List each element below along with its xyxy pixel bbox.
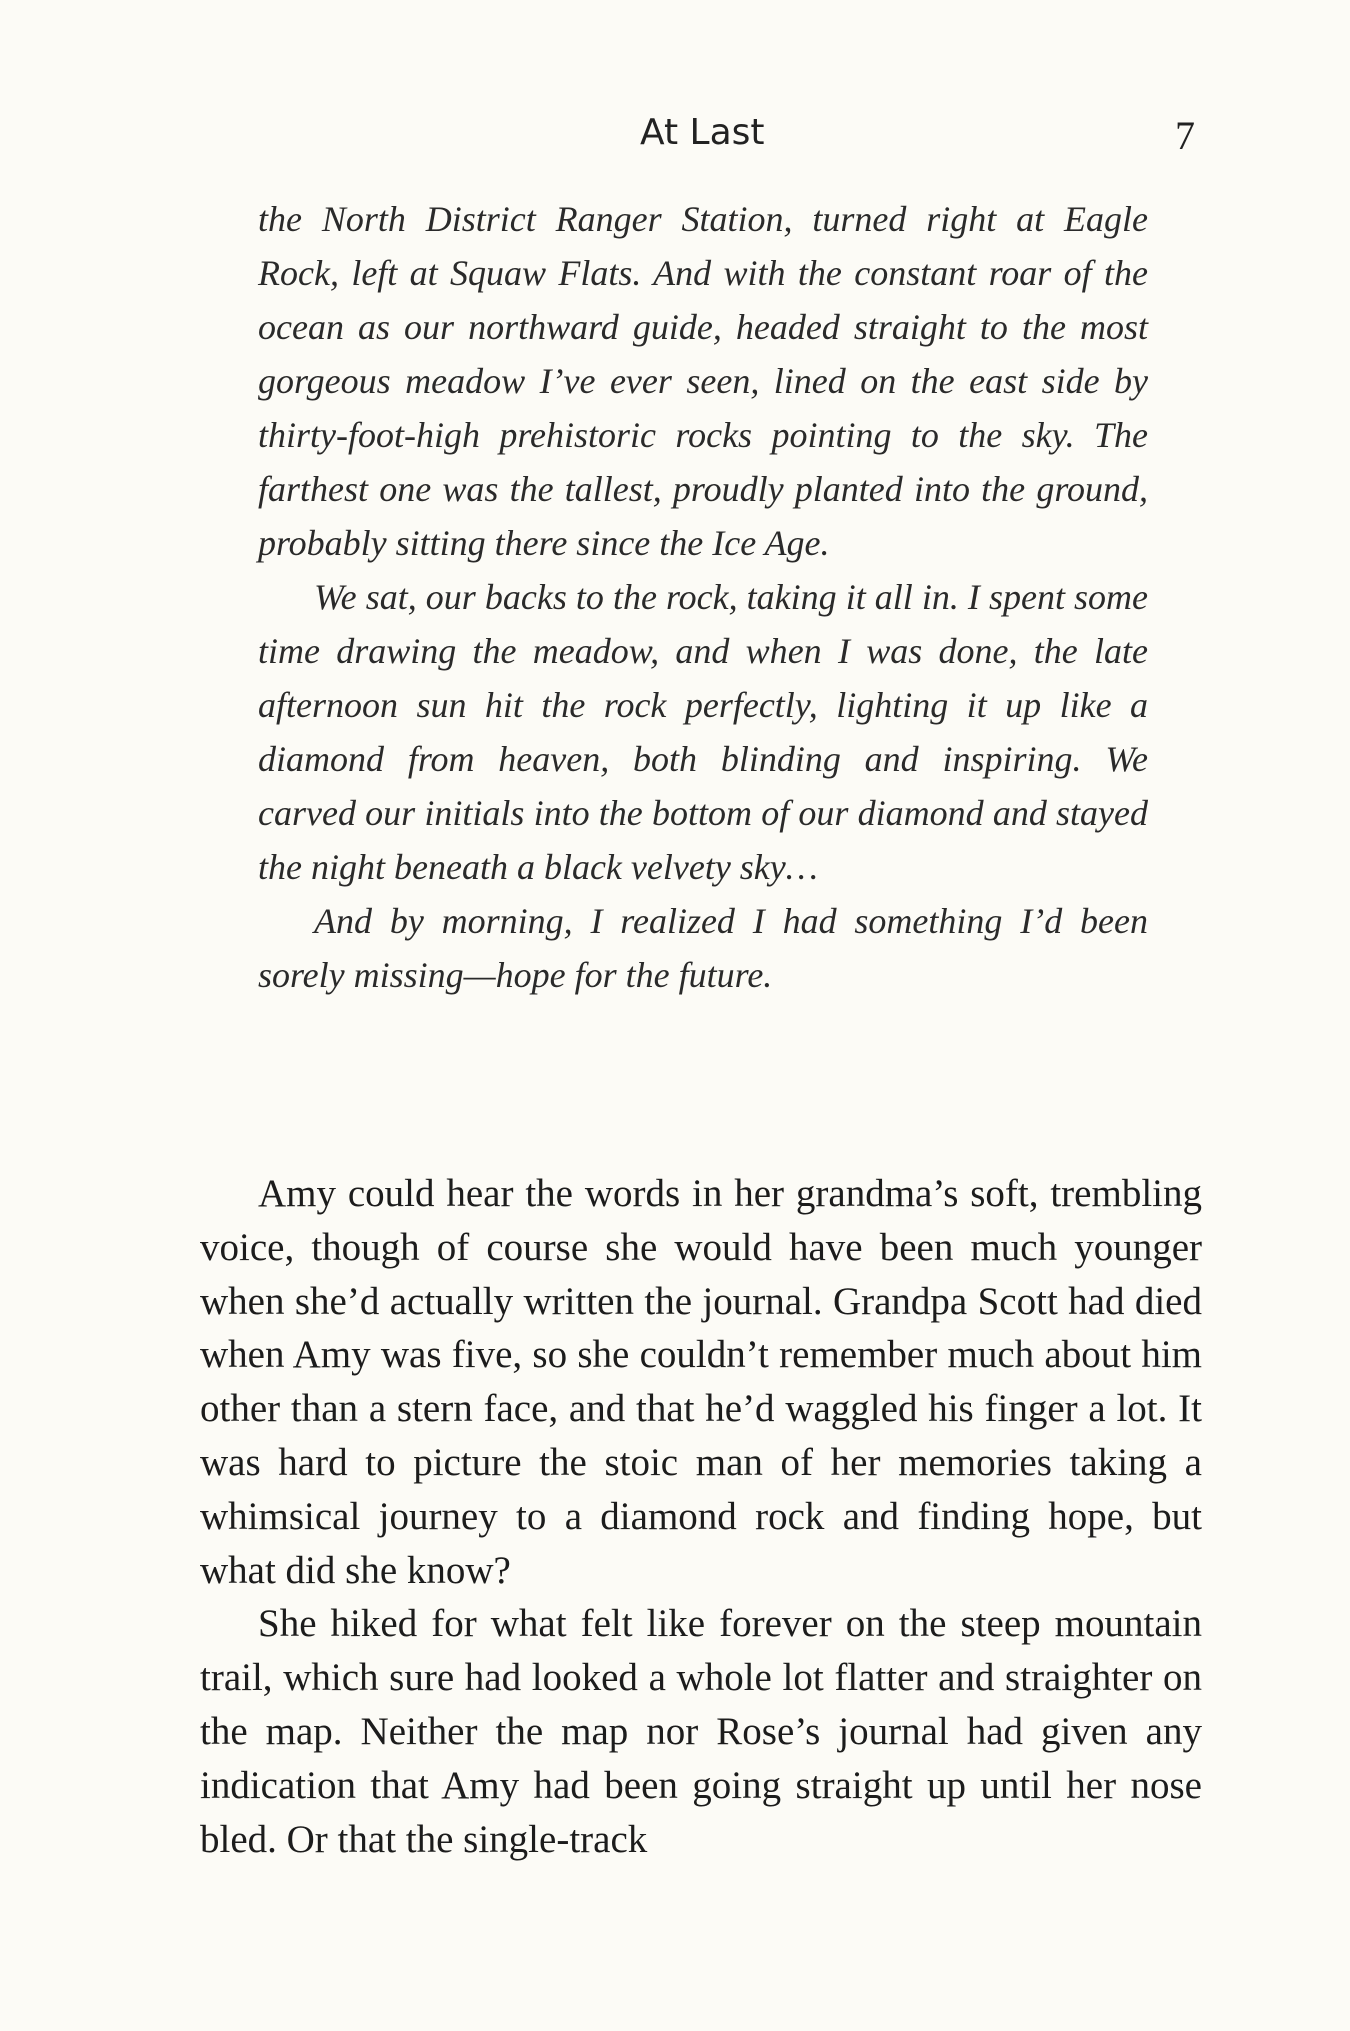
running-head	[0, 112, 1350, 172]
journal-paragraph: We sat, our backs to the rock, taking it all in. I spent some time drawing the meadow, and when I was done, the late afternoon sun hit the rock perfectly, lighting it up like a diamond from heaven, both blinding and inspiring. We carved our initials into the bottom of our diamond and stayed the night beneath a black velvety sky…	[258, 577, 1148, 887]
journal-paragraph: the North District Ranger Station, turned right at Eagle Rock, left at Squaw Flats. And with the constant roar of the ocean as our northward guide, headed straight to the most gorgeous meadow I’ve ever seen, lined on the east side by thirty-foot-high prehistoric rocks pointing to the sky. The farthest one was the tallest, proudly planted into the ground, probably sitting there since the Ice Age.	[258, 199, 1148, 563]
page-number: 7	[1175, 113, 1195, 158]
body-paragraph: She hiked for what felt like forever on the steep mountain trail, which sure had looked a whole lot flatter and straighter on the map. Neither the map nor Rose’s journal had given any indication that Amy had been going straight up until her nose bled. Or that the single-track	[200, 1602, 1202, 1861]
journal-excerpt	[258, 192, 1148, 1002]
chapter-title: At Last	[640, 112, 765, 153]
journal-paragraph: And by morning, I realized I had something I’d been sorely missing—hope for the future.	[258, 901, 1148, 995]
body-text	[200, 1167, 1202, 1866]
body-paragraph: Amy could hear the words in her grandma’s soft, trembling voice, though of course she would have been much younger when she’d actually written the journal. Grandpa Scott had died when Amy was five, so she couldn’t remember much about him other than a stern face, and that he’d waggled his finger a lot. It was hard to picture the stoic man of her memories taking a whimsical journey to a diamond rock and finding hope, but what did she know?	[200, 1172, 1202, 1592]
